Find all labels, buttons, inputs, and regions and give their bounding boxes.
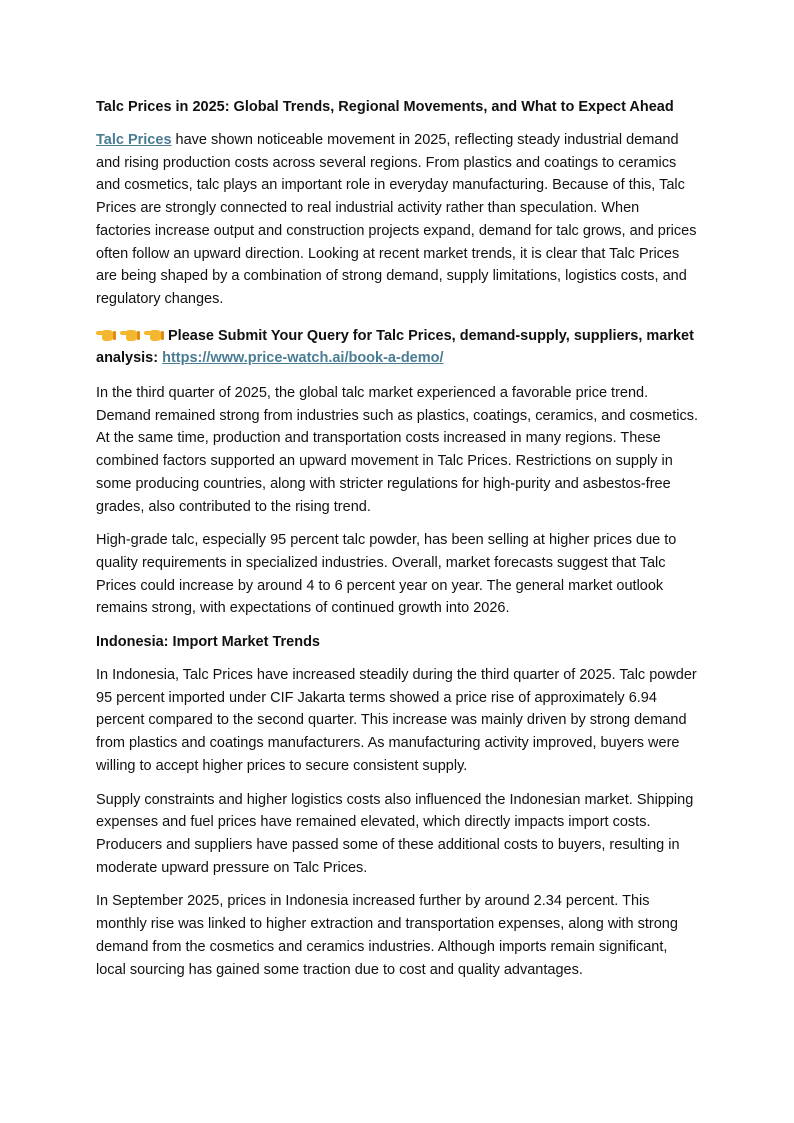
pointing-hand-icon — [120, 328, 138, 341]
paragraph-indonesia-q3: In Indonesia, Talc Prices have increased steadily during the third quarter of 2025. Talc powder 95 percent imported under CIF Jakarta terms showed a price rise of approximately 6.94 percent compared to the second quarter. This increase was mainly driven by strong demand from plastics and coatings manufacturers. As manufacturing activity improved, buyers were willing to accept higher prices to secure consistent supply. — [96, 667, 697, 774]
cta-paragraph — [96, 325, 698, 370]
paragraph-indonesia-september: In September 2025, prices in Indonesia increased further by around 2.34 percent. This monthly rise was linked to higher extraction and transportation expenses, along with strong demand from the cosmetics and ceramics industries. Although imports remain significant, local sourcing has gained some traction due to cost and quality advantages. — [96, 893, 678, 978]
section-heading-indonesia: Indonesia: Import Market Trends — [96, 634, 320, 651]
talc-prices-link[interactable]: Talc Prices — [96, 132, 172, 148]
intro-paragraph — [96, 129, 698, 311]
paragraph-high-grade: High-grade talc, especially 95 percent talc powder, has been selling at higher prices due to quality requirements in specialized industries. Overall, market forecasts suggest that Talc Prices could increase by around 4 to 6 percent year on year. The general market outlook remains strong, with expectations of continued growth into 2026. — [96, 532, 677, 617]
cta-text: Please Submit Your Query for Talc Prices, demand-supply, suppliers, market analysis: — [96, 327, 694, 367]
article-title: Talc Prices in 2025: Global Trends, Regional Movements, and What to Expect Ahead — [96, 99, 674, 115]
book-demo-link[interactable]: https://www.price-watch.ai/book-a-demo/ — [162, 350, 444, 367]
intro-text: have shown noticeable movement in 2025, reflecting steady industrial demand and rising production costs across several regions. From plastics and coatings to ceramics and cosmetics, talc plays an important role in everyday manufacturing. Because of this, Talc Prices are strongly connected to real industrial activity rather than speculation. When factories increase output and construction projects expand, demand for talc grows, and prices often follow an upward direction. Looking at recent market trends, it is clear that Talc Prices are being shaped by a combination of strong demand, supply limitations, logistics costs, and regulatory changes. — [96, 132, 697, 307]
paragraph-q3-global: In the third quarter of 2025, the global talc market experienced a favorable price trend. Demand remained strong from industries such as plastics, coatings, ceramics, and cosmetics. At the same time, production and transportation costs increased in many regions. These combined factors supported an upward movement in Talc Prices. Restrictions on supply in some producing countries, along with stricter regulations for high-purity and asbestos-free grades, also contributed to the rising trend. — [96, 385, 698, 515]
paragraph-indonesia-supply: Supply constraints and higher logistics costs also influenced the Indonesian market. Shipping expenses and fuel prices have remained elevated, which directly impacts import costs. Producers and suppliers have passed some of these additional costs to buyers, resulting in moderate upward pressure on Talc Prices. — [96, 791, 694, 876]
pointing-hand-icon — [96, 328, 114, 341]
pointing-hand-icon — [144, 328, 162, 341]
